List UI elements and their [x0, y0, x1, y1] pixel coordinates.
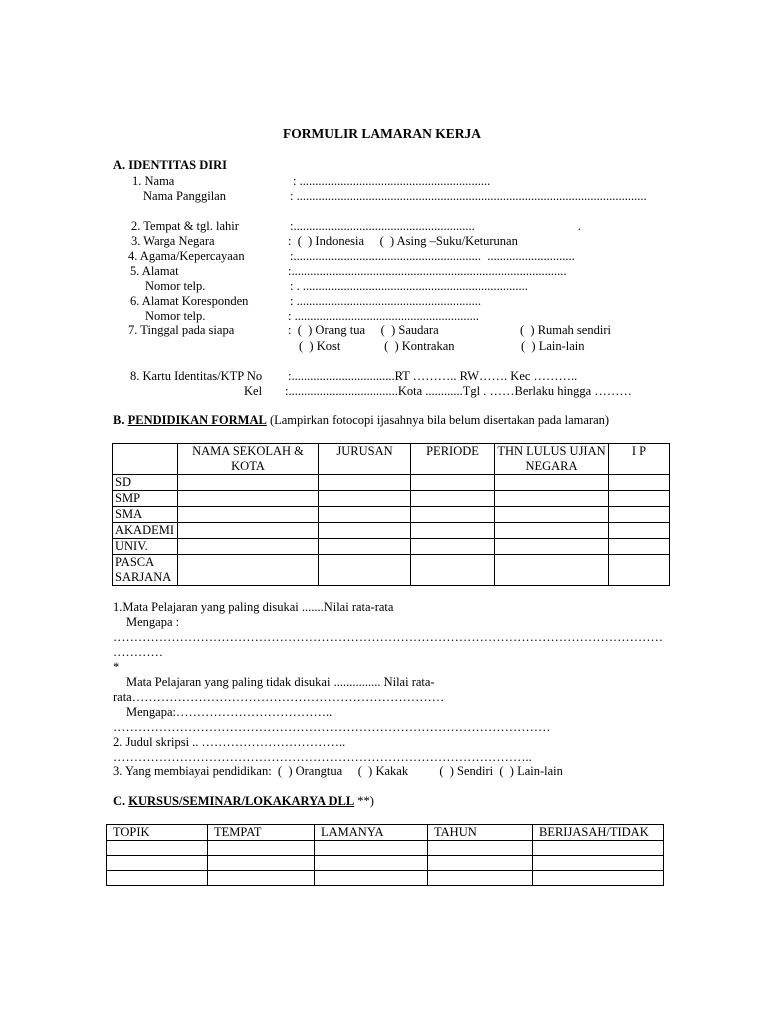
field-tempat-tgl-lahir[interactable]: :.......................................................... .	[290, 219, 581, 233]
education-level-sma: SMA	[113, 507, 178, 523]
field-kel[interactable]: :...................................Kota ............Tgl . ……Berlaku hingga ………	[285, 384, 632, 398]
table-row	[113, 523, 670, 539]
field-nama-panggilan[interactable]: : ................................................................................................................	[290, 189, 647, 203]
table-row	[113, 491, 670, 507]
table-cell[interactable]	[319, 507, 411, 523]
table-row	[113, 539, 670, 555]
table-cell[interactable]	[495, 507, 609, 523]
education-level-univ: UNIV.	[113, 539, 178, 555]
label-nama: 1. Nama	[132, 174, 175, 188]
table-cell[interactable]	[495, 523, 609, 539]
table-cell[interactable]	[533, 856, 664, 871]
table-cell[interactable]	[495, 491, 609, 507]
section-b-title: PENDIDIKAN FORMAL	[127, 413, 267, 427]
line-mengapa-1: Mengapa :	[126, 615, 180, 629]
education-level-pasca: PASCA SARJANA	[113, 555, 178, 586]
line-asterisk: *	[113, 660, 120, 674]
table-row	[113, 555, 670, 586]
section-b-prefix: B.	[113, 413, 128, 427]
table-cell[interactable]	[107, 841, 208, 856]
table-cell[interactable]	[609, 523, 670, 539]
course-header-berijasah: BERIJASAH/TIDAK	[533, 825, 664, 841]
field-nomor-telp-koresponden[interactable]: : ...........................................................	[288, 309, 479, 323]
table-cell[interactable]	[495, 475, 609, 491]
section-c-title: KURSUS/SEMINAR/LOKAKARYA DLL	[128, 794, 355, 808]
label-kel: Kel	[244, 384, 263, 398]
field-tinggal-options-2[interactable]: ( ) Kost ( ) Kontrakan	[299, 339, 455, 353]
table-row	[107, 841, 664, 856]
line-dots-4[interactable]: ………………………………………………………………………………………..	[113, 750, 532, 764]
section-a-heading: A. IDENTITAS DIRI	[113, 158, 228, 172]
course-header-topik: TOPIK	[107, 825, 208, 841]
table-cell[interactable]	[411, 507, 495, 523]
table-cell[interactable]	[315, 871, 428, 886]
table-cell[interactable]	[428, 856, 533, 871]
table-cell[interactable]	[609, 507, 670, 523]
field-agama[interactable]: :............................................................ ............................	[290, 249, 575, 263]
label-warga-negara: 3. Warga Negara	[131, 234, 215, 248]
table-cell[interactable]	[319, 555, 411, 586]
table-cell[interactable]	[609, 491, 670, 507]
table-cell[interactable]	[495, 555, 609, 586]
education-header-row	[113, 444, 670, 475]
education-level-akademi: AKADEMI	[113, 523, 178, 539]
table-cell[interactable]	[208, 871, 315, 886]
label-ktp: 8. Kartu Identitas/KTP No	[130, 369, 263, 383]
table-cell[interactable]	[319, 539, 411, 555]
field-tinggal-pada-siapa[interactable]: : ( ) Orang tua ( ) Saudara	[288, 323, 439, 337]
table-cell[interactable]	[107, 856, 208, 871]
table-cell[interactable]	[609, 555, 670, 586]
table-cell[interactable]	[428, 871, 533, 886]
label-alamat-koresponden: 6. Alamat Koresponden	[130, 294, 249, 308]
table-cell[interactable]	[533, 841, 664, 856]
table-row	[113, 475, 670, 491]
table-cell[interactable]	[411, 475, 495, 491]
education-header-periode: PERIODE	[411, 444, 495, 475]
table-cell[interactable]	[107, 871, 208, 886]
line-dots-3[interactable]: ……………………………………………………………………………………………	[113, 720, 551, 734]
table-cell[interactable]	[208, 841, 315, 856]
section-b-heading	[113, 413, 609, 428]
label-tinggal-pada-siapa: 7. Tinggal pada siapa	[128, 323, 235, 337]
table-row	[113, 507, 670, 523]
line-judul-skripsi[interactable]: 2. Judul skripsi .. ……………………………..	[113, 735, 346, 749]
table-cell[interactable]	[178, 507, 319, 523]
table-cell[interactable]	[178, 523, 319, 539]
section-c-suffix: **)	[354, 794, 374, 808]
table-cell[interactable]	[428, 841, 533, 856]
field-alamat[interactable]: :........................................................................................	[288, 264, 567, 278]
education-header-thn-lulus: THN LULUS UJIAN NEGARA	[495, 444, 609, 475]
course-header-tempat: TEMPAT	[208, 825, 315, 841]
line-yang-membiayai[interactable]: 3. Yang membiayai pendidikan: ( ) Orangtua ( ) Kakak ( ) Sendiri ( ) Lain-lain	[113, 764, 563, 778]
section-c-prefix: C.	[113, 794, 129, 808]
education-header-ip: I P	[609, 444, 670, 475]
education-header-blank	[113, 444, 178, 475]
label-nomor-telp: Nomor telp.	[145, 279, 206, 293]
table-cell[interactable]	[315, 841, 428, 856]
education-level-sd: SD	[113, 475, 178, 491]
field-alamat-koresponden[interactable]: : ...........................................................	[290, 294, 481, 308]
line-mata-pelajaran-tidak-disukai[interactable]: Mata Pelajaran yang paling tidak disukai ............... Nilai rata-	[126, 675, 435, 689]
education-level-smp: SMP	[113, 491, 178, 507]
table-cell[interactable]	[178, 475, 319, 491]
line-mengapa-2[interactable]: Mengapa:………………………………..	[126, 705, 333, 719]
table-cell[interactable]	[178, 555, 319, 586]
option-rumah-sendiri[interactable]: ( ) Rumah sendiri	[520, 323, 611, 337]
line-mata-pelajaran-disukai[interactable]: 1.Mata Pelajaran yang paling disukai .......Nilai rata-rata	[113, 600, 394, 614]
course-table	[106, 824, 664, 886]
table-cell[interactable]	[411, 523, 495, 539]
table-cell[interactable]	[319, 523, 411, 539]
education-table	[112, 443, 670, 586]
field-nomor-telp[interactable]: : . ........................................................................	[290, 279, 528, 293]
field-nama[interactable]: : .............................................................	[293, 174, 491, 188]
table-cell[interactable]	[609, 475, 670, 491]
label-agama: 4. Agama/Kepercayaan	[128, 249, 245, 263]
table-cell[interactable]	[411, 491, 495, 507]
table-cell[interactable]	[411, 555, 495, 586]
education-header-jurusan: JURUSAN	[319, 444, 411, 475]
label-nomor-telp-koresponden: Nomor telp.	[145, 309, 206, 323]
course-header-row	[107, 825, 664, 841]
table-cell[interactable]	[533, 871, 664, 886]
label-nama-panggilan: Nama Panggilan	[143, 189, 226, 203]
line-dots-1[interactable]: ……………………………………………………………………………………………………………………	[113, 630, 663, 644]
field-ktp[interactable]: :.................................RT ……….. RW……. Kec ………..	[288, 369, 578, 383]
label-alamat: 5. Alamat	[130, 264, 179, 278]
form-title: FORMULIR LAMARAN KERJA	[283, 126, 481, 141]
table-row	[107, 871, 664, 886]
course-header-tahun: TAHUN	[428, 825, 533, 841]
field-warga-negara[interactable]: : ( ) Indonesia ( ) Asing –Suku/Keturunan	[288, 234, 518, 248]
table-cell[interactable]	[178, 491, 319, 507]
line-dots-2[interactable]: …………	[113, 645, 163, 659]
table-cell[interactable]	[208, 856, 315, 871]
line-rata[interactable]: rata…………………………………………………………………	[113, 690, 445, 704]
table-cell[interactable]	[609, 539, 670, 555]
education-header-sekolah: NAMA SEKOLAH & KOTA	[178, 444, 319, 475]
option-lain-lain[interactable]: ( ) Lain-lain	[521, 339, 585, 353]
table-cell[interactable]	[315, 856, 428, 871]
table-cell[interactable]	[319, 475, 411, 491]
table-row	[107, 856, 664, 871]
course-header-lamanya: LAMANYA	[315, 825, 428, 841]
section-c-heading	[113, 794, 374, 809]
table-cell[interactable]	[319, 491, 411, 507]
table-cell[interactable]	[178, 539, 319, 555]
section-b-note: (Lampirkan fotocopi ijasahnya bila belum disertakan pada lamaran)	[266, 413, 610, 427]
label-tempat-tgl-lahir: 2. Tempat & tgl. lahir	[131, 219, 239, 233]
table-cell[interactable]	[495, 539, 609, 555]
table-cell[interactable]	[411, 539, 495, 555]
